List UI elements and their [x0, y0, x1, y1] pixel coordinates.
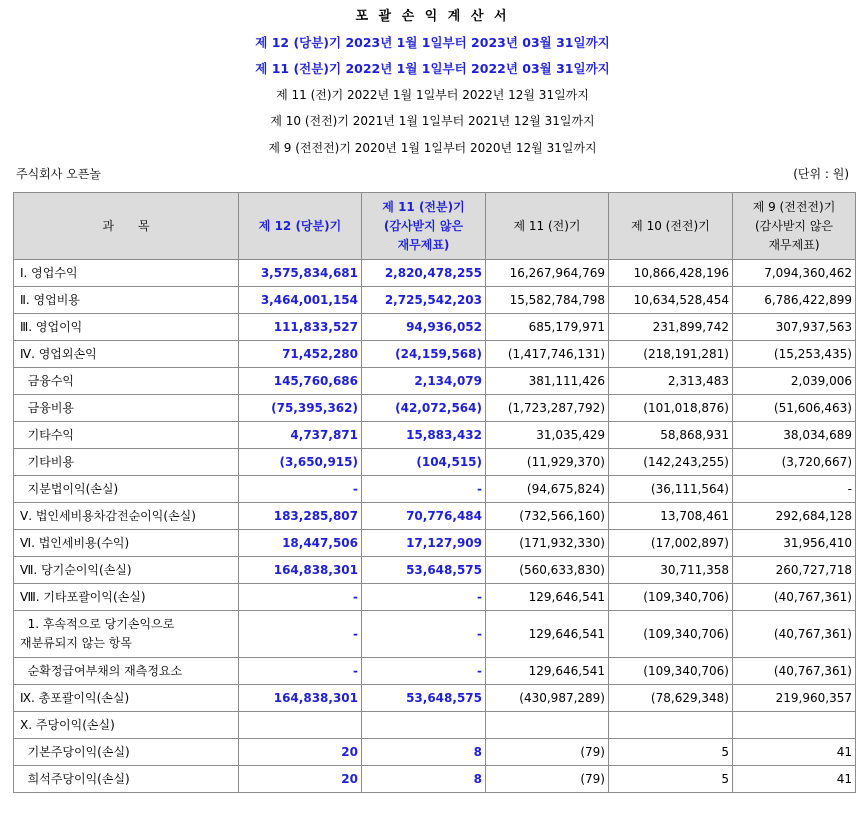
column-header-period-9: 제 9 (전전전)기 (감사받지 않은 재무제표) [733, 193, 856, 260]
period-line-three-years-prior: 제 9 (전전전)기 2020년 1월 1일부터 2020년 12월 31일까지 [268, 141, 597, 155]
cell-value: 2,725,542,203 [362, 287, 486, 314]
cell-value: 31,035,429 [486, 422, 609, 449]
row-label: Ⅰ. 영업수익 [14, 260, 239, 287]
cell-value: (218,191,281) [609, 341, 733, 368]
row-label: 기타수익 [14, 422, 239, 449]
cell-value: 3,575,834,681 [239, 260, 362, 287]
row-label: Ⅵ. 법인세비용(수익) [14, 530, 239, 557]
cell-value: (3,650,915) [239, 449, 362, 476]
statement-title: 포 괄 손 익 계 산 서 [355, 9, 510, 24]
cell-value: 71,452,280 [239, 341, 362, 368]
cell-value: 20 [239, 739, 362, 766]
row-label: 희석주당이익(손실) [14, 766, 239, 793]
cell-value: 2,820,478,255 [362, 260, 486, 287]
cell-value: 8 [362, 739, 486, 766]
cell-value: (51,606,463) [733, 395, 856, 422]
cell-value: - [239, 611, 362, 658]
table-row [14, 476, 856, 503]
unit-label: (단위 : 원) [793, 167, 849, 181]
cell-value: (3,720,667) [733, 449, 856, 476]
cell-value: (171,932,330) [486, 530, 609, 557]
cell-value: (109,340,706) [609, 658, 733, 685]
table-row [14, 422, 856, 449]
cell-value [362, 712, 486, 739]
period-line-current: 제 12 (당분)기 2023년 1월 1일부터 2023년 03월 31일까지 [255, 35, 610, 50]
table-row [14, 685, 856, 712]
row-label: Ⅶ. 당기순이익(손실) [14, 557, 239, 584]
row-label: Ⅹ. 주당이익(손실) [14, 712, 239, 739]
cell-value: (109,340,706) [609, 611, 733, 658]
cell-value: 292,684,128 [733, 503, 856, 530]
row-label: 1. 후속적으로 당기손익으로 재분류되지 않는 항목 [14, 611, 239, 658]
cell-value: 13,708,461 [609, 503, 733, 530]
cell-value: 10,866,428,196 [609, 260, 733, 287]
cell-value: (40,767,361) [733, 611, 856, 658]
cell-value: 53,648,575 [362, 557, 486, 584]
period-line-prior-quarter: 제 11 (전분)기 2022년 1월 1일부터 2022년 03월 31일까지 [255, 61, 610, 76]
table-row [14, 530, 856, 557]
cell-value: (430,987,289) [486, 685, 609, 712]
table-row [14, 611, 856, 658]
column-header-period-11-quarter: 제 11 (전분)기 (감사받지 않은 재무제표) [362, 193, 486, 260]
cell-value: - [362, 584, 486, 611]
column-header-period-10: 제 10 (전전)기 [609, 193, 733, 260]
cell-value: 381,111,426 [486, 368, 609, 395]
row-label: Ⅳ. 영업외손익 [14, 341, 239, 368]
cell-value: (94,675,824) [486, 476, 609, 503]
cell-value: (15,253,435) [733, 341, 856, 368]
cell-value [609, 712, 733, 739]
cell-value: 31,956,410 [733, 530, 856, 557]
cell-value: 70,776,484 [362, 503, 486, 530]
cell-value: 129,646,541 [486, 584, 609, 611]
cell-value: 17,127,909 [362, 530, 486, 557]
cell-value: (40,767,361) [733, 658, 856, 685]
row-label: 순확정급여부채의 재측정요소 [14, 658, 239, 685]
cell-value: (101,018,876) [609, 395, 733, 422]
cell-value: 5 [609, 766, 733, 793]
row-label: 기타비용 [14, 449, 239, 476]
cell-value: 18,447,506 [239, 530, 362, 557]
row-label: 금융비용 [14, 395, 239, 422]
row-label: Ⅱ. 영업비용 [14, 287, 239, 314]
table-row [14, 395, 856, 422]
table-row [14, 658, 856, 685]
income-statement-table [13, 192, 856, 793]
cell-value: 219,960,357 [733, 685, 856, 712]
cell-value: (24,159,568) [362, 341, 486, 368]
cell-value: 164,838,301 [239, 557, 362, 584]
cell-value: (36,111,564) [609, 476, 733, 503]
cell-value: (1,417,746,131) [486, 341, 609, 368]
column-header-account: 과 목 [14, 193, 239, 260]
cell-value: (79) [486, 739, 609, 766]
table-row [14, 766, 856, 793]
cell-value: - [362, 658, 486, 685]
cell-value: (78,629,348) [609, 685, 733, 712]
cell-value: 260,727,718 [733, 557, 856, 584]
column-header-period-11: 제 11 (전)기 [486, 193, 609, 260]
cell-value: 41 [733, 766, 856, 793]
table-row [14, 287, 856, 314]
cell-value: 20 [239, 766, 362, 793]
table-row [14, 557, 856, 584]
cell-value: 4,737,871 [239, 422, 362, 449]
cell-value: - [362, 476, 486, 503]
cell-value: 7,094,360,462 [733, 260, 856, 287]
row-label: Ⅴ. 법인세비용차감전순이익(손실) [14, 503, 239, 530]
cell-value: - [239, 658, 362, 685]
cell-value: (17,002,897) [609, 530, 733, 557]
cell-value: 15,883,432 [362, 422, 486, 449]
cell-value: (79) [486, 766, 609, 793]
cell-value: 685,179,971 [486, 314, 609, 341]
table-row [14, 260, 856, 287]
row-label: 금융수익 [14, 368, 239, 395]
row-label: 기본주당이익(손실) [14, 739, 239, 766]
table-row [14, 712, 856, 739]
cell-value: (42,072,564) [362, 395, 486, 422]
cell-value: 16,267,964,769 [486, 260, 609, 287]
cell-value: 6,786,422,899 [733, 287, 856, 314]
cell-value: 2,134,079 [362, 368, 486, 395]
cell-value: (732,566,160) [486, 503, 609, 530]
cell-value: (560,633,830) [486, 557, 609, 584]
cell-value: 10,634,528,454 [609, 287, 733, 314]
row-label: Ⅸ. 총포괄이익(손실) [14, 685, 239, 712]
cell-value: (142,243,255) [609, 449, 733, 476]
period-line-prior-year: 제 11 (전)기 2022년 1월 1일부터 2022년 12월 31일까지 [276, 88, 589, 102]
table-row [14, 449, 856, 476]
cell-value: (104,515) [362, 449, 486, 476]
cell-value [486, 712, 609, 739]
cell-value: - [733, 476, 856, 503]
cell-value: 5 [609, 739, 733, 766]
cell-value: 145,760,686 [239, 368, 362, 395]
cell-value: 94,936,052 [362, 314, 486, 341]
cell-value: - [239, 584, 362, 611]
cell-value: (1,723,287,792) [486, 395, 609, 422]
table-row [14, 503, 856, 530]
cell-value: 8 [362, 766, 486, 793]
column-header-period-12-current: 제 12 (당분)기 [239, 193, 362, 260]
cell-value: 183,285,807 [239, 503, 362, 530]
cell-value: (75,395,362) [239, 395, 362, 422]
cell-value: 231,899,742 [609, 314, 733, 341]
cell-value: 129,646,541 [486, 611, 609, 658]
cell-value: - [362, 611, 486, 658]
cell-value: (40,767,361) [733, 584, 856, 611]
table-row [14, 314, 856, 341]
cell-value: 15,582,784,798 [486, 287, 609, 314]
cell-value: 111,833,527 [239, 314, 362, 341]
cell-value: (11,929,370) [486, 449, 609, 476]
table-header-row [14, 193, 856, 260]
cell-value: (109,340,706) [609, 584, 733, 611]
cell-value: 38,034,689 [733, 422, 856, 449]
table-row [14, 739, 856, 766]
table-row [14, 341, 856, 368]
cell-value: 2,313,483 [609, 368, 733, 395]
cell-value [733, 712, 856, 739]
cell-value: 41 [733, 739, 856, 766]
cell-value: 129,646,541 [486, 658, 609, 685]
table-row [14, 584, 856, 611]
company-name: 주식회사 오픈놀 [16, 167, 101, 181]
cell-value: 53,648,575 [362, 685, 486, 712]
cell-value: - [239, 476, 362, 503]
row-label: 지분법이익(손실) [14, 476, 239, 503]
period-line-two-years-prior: 제 10 (전전)기 2021년 1월 1일부터 2021년 12월 31일까지 [270, 114, 595, 128]
cell-value: 30,711,358 [609, 557, 733, 584]
row-label: Ⅷ. 기타포괄이익(손실) [14, 584, 239, 611]
cell-value: 307,937,563 [733, 314, 856, 341]
cell-value: 3,464,001,154 [239, 287, 362, 314]
cell-value: 164,838,301 [239, 685, 362, 712]
row-label: Ⅲ. 영업이익 [14, 314, 239, 341]
cell-value: 2,039,006 [733, 368, 856, 395]
table-row [14, 368, 856, 395]
cell-value [239, 712, 362, 739]
cell-value: 58,868,931 [609, 422, 733, 449]
